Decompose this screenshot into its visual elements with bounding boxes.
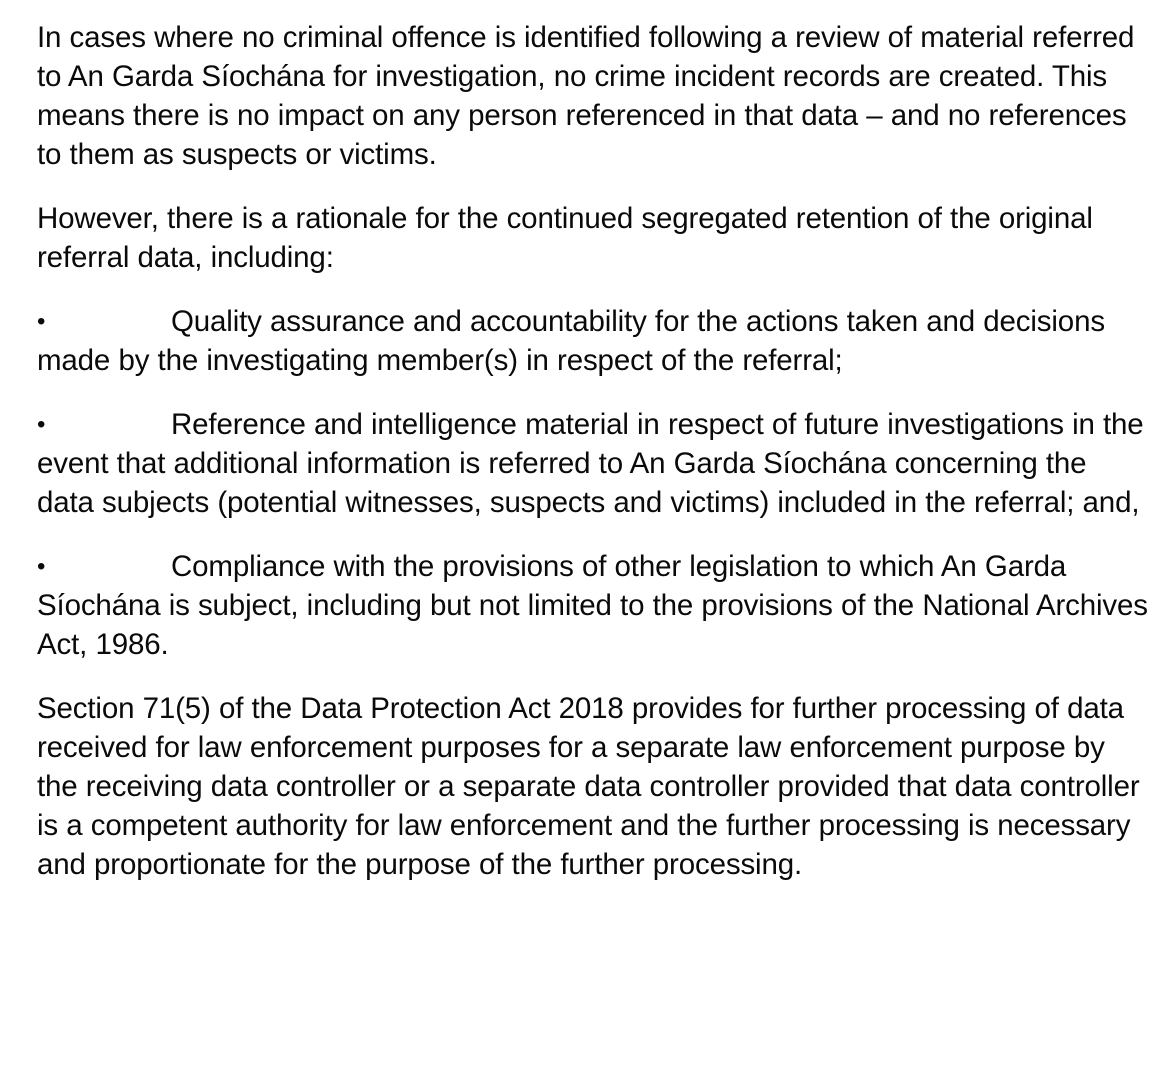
paragraph-text: Reference and intelligence material in respect of future investigations in the event that additional information is referred to An Garda Síochána concerning the data subjects (potential witnesses, suspects and victims) included in the referral; and,: [37, 408, 1152, 519]
paragraph-text: However, there is a rationale for the continued segregated retention of the original referral data, including:: [37, 202, 1101, 274]
paragraph-text: Section 71(5) of the Data Protection Act 2018 provides for further processing of data received for law enforcement purposes for a separate law enforcement purpose by the receiving data controller or a separate data controller provided that data controller is a competent authority for law enforcement and the further processing is necessary and proportionate for the purpose of the further processing.: [37, 692, 1148, 881]
text-paragraph: [37, 18, 1149, 174]
bullet-paragraph: [37, 547, 1155, 664]
bullet-point-icon: •: [37, 308, 46, 335]
text-paragraph: [37, 689, 1149, 884]
bullet-point-icon: •: [37, 553, 46, 580]
paragraph-text: Quality assurance and accountability for the actions taken and decisions made by the investigating member(s) in respect of the referral;: [37, 305, 1114, 377]
bullet-point-icon: •: [37, 411, 46, 438]
paragraph-text: Compliance with the provisions of other legislation to which An Garda Síochána is subject, including but not limited to the provisions of the National Archives Act, 1986.: [37, 550, 1155, 661]
bullet-paragraph: [37, 302, 1149, 380]
document-body: [37, 18, 1155, 884]
bullet-marker: [37, 547, 171, 586]
paragraph-text: In cases where no criminal offence is identified following a review of material referred to An Garda Síochána for investigation, no crime incident records are created. This means there is no impact on any person referenced in that data – and no references to them as suspects or victims.: [37, 21, 1143, 171]
bullet-marker: [37, 405, 171, 444]
bullet-marker: [37, 302, 171, 341]
text-paragraph: [37, 199, 1149, 277]
bullet-paragraph: [37, 405, 1152, 522]
